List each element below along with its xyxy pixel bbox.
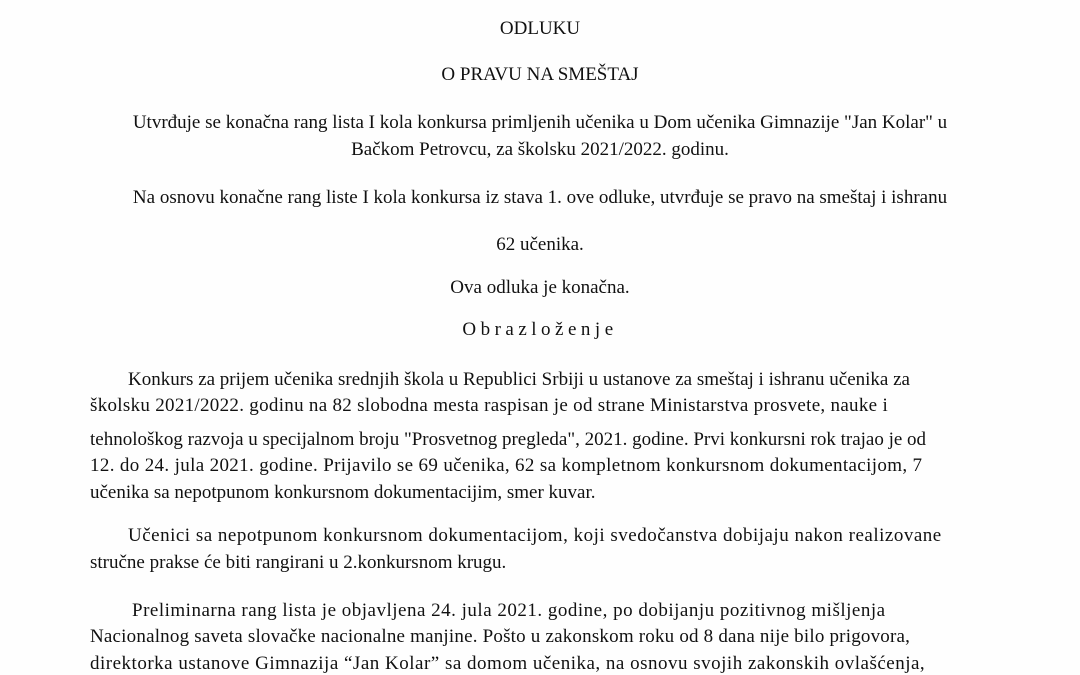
p2-line-1: Učenici sa nepotpunom konkursnom dokumentacijom, koji svedočanstva dobijaju nakon realizovane bbox=[128, 525, 942, 546]
p1-line-2: školsku 2021/2022. godinu na 82 slobodna mesta raspisan je od strane Ministarstva prosvete, nauke i bbox=[90, 395, 889, 416]
p3-line-2: Nacionalnog saveta slovačke nacionalne manjine. Pošto u zakonskom roku od 8 dana nije bilo prigovora, bbox=[90, 626, 911, 647]
decision-line-1: Utvrđuje se konačna rang lista I kola konkursa primljenih učenika u Dom učenika Gimnazije "Jan Kolar" u bbox=[132, 112, 948, 133]
p3-line-3: direktorka ustanove Gimnazija “Jan Kolar” sa domom učenika, na osnovu svojih zakonskih ovlašćenja, bbox=[90, 653, 926, 674]
decision-2: Na osnovu konačne rang liste I kola konkursa iz stava 1. ove odluke, utvrđuje se pravo na smeštaj i ishranu bbox=[132, 187, 948, 208]
document-subtitle: O PRAVU NA SMEŠTAJ bbox=[441, 64, 639, 85]
p3-line-1: Preliminarna rang lista je objavljena 24. jula 2021. godine, po dobijanju pozitivnog mišljenja bbox=[132, 600, 886, 621]
document-title: ODLUKU bbox=[499, 18, 581, 39]
p1-line-4: 12. do 24. jula 2021. godine. Prijavilo se 69 učenika, 62 sa kompletnom konkursnom dokumentacijom, 7 bbox=[90, 455, 923, 476]
section-title: Obrazloženje bbox=[462, 319, 618, 340]
p2-line-2: stručne prakse će biti rangirani u 2.konkursnom krugu. bbox=[90, 552, 507, 573]
decision-line-2: Bačkom Petrovcu, za školsku 2021/2022. godinu. bbox=[351, 139, 729, 160]
final-note: Ova odluka je konačna. bbox=[450, 277, 630, 298]
p1-line-1: Konkurs za prijem učenika srednjih škola u Republici Srbiji u ustanove za smeštaj i ishranu učenika za bbox=[128, 369, 910, 390]
student-count: 62 učenika. bbox=[496, 234, 584, 255]
p1-line-5: učenika sa nepotpunom konkursnom dokumentacijim, smer kuvar. bbox=[90, 482, 596, 503]
p1-line-3: tehnološkog razvoja u specijalnom broju "Prosvetnog pregleda", 2021. godine. Prvi konkursni rok trajao je od bbox=[90, 429, 927, 450]
